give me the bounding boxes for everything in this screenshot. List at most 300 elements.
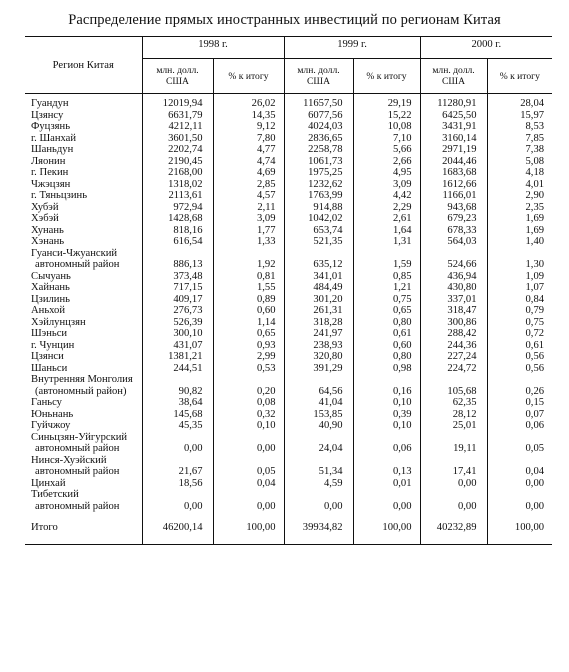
total-row [25, 512, 552, 545]
value-usd-cell: 635,12 [284, 259, 353, 271]
value-pct-cell [487, 489, 552, 501]
value-pct-cell: 0,61 [353, 328, 420, 340]
value-pct-cell: 0,00 [487, 501, 552, 513]
value-usd-cell: 17,41 [420, 466, 487, 478]
region-name: Хэйлунцзян [31, 316, 86, 328]
value-usd-cell: 0,00 [420, 478, 487, 490]
value-usd-cell [284, 455, 353, 467]
region-name: автономный район [35, 466, 120, 477]
value-pct-cell: 0,85 [353, 271, 420, 283]
value-usd-cell [142, 248, 213, 260]
value-usd-cell: 318,47 [420, 305, 487, 317]
table-row [25, 248, 552, 260]
region-name: Хубэй [31, 201, 59, 213]
value-usd-cell: 1763,99 [284, 190, 353, 202]
value-usd-cell: 526,39 [142, 317, 213, 329]
value-usd-cell [420, 489, 487, 501]
region-name: Цзилинь [31, 293, 70, 305]
region-name: Гуанси-Чжуанский [31, 247, 118, 259]
value-usd-cell: 318,28 [284, 317, 353, 329]
region-name: Гуандун [31, 98, 69, 109]
year-header-2000: 2000 г. [420, 37, 552, 59]
table-row [25, 374, 552, 386]
value-usd-cell: 1683,68 [420, 167, 487, 179]
unit-header-usd [284, 59, 353, 94]
value-usd-cell: 2113,61 [142, 190, 213, 202]
value-pct-cell: 0,06 [487, 420, 552, 432]
value-usd-cell: 1042,02 [284, 213, 353, 225]
value-pct-cell [487, 432, 552, 444]
table-row [25, 271, 552, 283]
table-row [25, 420, 552, 432]
unit-usd-line1: млн. долл. [432, 65, 475, 76]
value-pct-cell: 0,60 [353, 340, 420, 352]
value-usd-cell: 64,56 [284, 386, 353, 398]
region-name: Шаньси [31, 362, 68, 374]
value-usd-cell: 320,80 [284, 351, 353, 363]
value-pct-cell: 7,10 [353, 133, 420, 145]
value-pct-cell: 10,08 [353, 121, 420, 133]
value-pct-cell: 1,07 [487, 282, 552, 294]
total-usd-cell: 40232,89 [420, 512, 487, 545]
unit-usd-line2: США [307, 76, 331, 87]
table-row [25, 340, 552, 352]
value-pct-cell: 1,31 [353, 236, 420, 248]
value-usd-cell: 244,51 [142, 363, 213, 375]
value-usd-cell: 12019,94 [142, 94, 213, 110]
table-row [25, 225, 552, 237]
value-usd-cell: 4,59 [284, 478, 353, 490]
table-row [25, 236, 552, 248]
value-usd-cell: 3601,50 [142, 133, 213, 145]
region-name: Синьцзян-Уйгурский [31, 431, 128, 443]
region-name: Гуйчжоу [31, 420, 71, 431]
region-name: Фуцзянь [31, 121, 71, 132]
value-usd-cell: 678,33 [420, 225, 487, 237]
region-name: Чжэцзян [31, 178, 71, 190]
value-pct-cell: 0,53 [213, 363, 284, 375]
value-usd-cell: 261,31 [284, 305, 353, 317]
value-pct-cell: 1,09 [487, 271, 552, 283]
value-pct-cell: 2,99 [213, 351, 284, 363]
value-pct-cell: 0,39 [353, 409, 420, 421]
value-pct-cell: 2,85 [213, 179, 284, 191]
value-usd-cell: 337,01 [420, 294, 487, 306]
value-pct-cell: 4,01 [487, 179, 552, 191]
table-row [25, 94, 552, 110]
value-usd-cell: 2971,19 [420, 144, 487, 156]
value-pct-cell: 0,56 [487, 351, 552, 363]
value-pct-cell: 26,02 [213, 94, 284, 110]
table-row [25, 351, 552, 363]
value-pct-cell: 0,08 [213, 397, 284, 409]
value-pct-cell: 0,06 [353, 443, 420, 455]
value-usd-cell: 105,68 [420, 386, 487, 398]
value-usd-cell: 28,12 [420, 409, 487, 421]
unit-header-usd [142, 59, 213, 94]
value-pct-cell: 0,00 [213, 443, 284, 455]
value-pct-cell: 3,09 [213, 213, 284, 225]
value-pct-cell: 0,13 [353, 466, 420, 478]
value-usd-cell [420, 374, 487, 386]
value-pct-cell [487, 374, 552, 386]
value-pct-cell: 3,09 [353, 179, 420, 191]
value-pct-cell: 0,89 [213, 294, 284, 306]
value-usd-cell [420, 455, 487, 467]
value-pct-cell [213, 248, 284, 260]
value-usd-cell: 301,20 [284, 294, 353, 306]
value-pct-cell: 15,97 [487, 110, 552, 122]
table-row [25, 386, 552, 398]
region-name: г. Пекин [31, 167, 69, 178]
region-name: Хэнань [31, 236, 65, 247]
value-usd-cell: 2190,45 [142, 156, 213, 168]
value-pct-cell: 1,77 [213, 225, 284, 237]
table-row [25, 305, 552, 317]
value-pct-cell: 5,66 [353, 144, 420, 156]
region-name: Ляонин [31, 155, 66, 167]
value-pct-cell [213, 455, 284, 467]
table-row [25, 455, 552, 467]
value-usd-cell: 300,86 [420, 317, 487, 329]
year-header-1998: 1998 г. [142, 37, 284, 59]
value-usd-cell: 11280,91 [420, 94, 487, 110]
value-usd-cell: 244,36 [420, 340, 487, 352]
value-usd-cell: 18,56 [142, 478, 213, 490]
value-usd-cell: 45,35 [142, 420, 213, 432]
value-usd-cell: 886,13 [142, 259, 213, 271]
value-usd-cell: 914,88 [284, 202, 353, 214]
value-pct-cell: 1,59 [353, 259, 420, 271]
value-usd-cell: 4212,11 [142, 121, 213, 133]
value-usd-cell [142, 432, 213, 444]
value-usd-cell: 41,04 [284, 397, 353, 409]
value-usd-cell [284, 489, 353, 501]
value-pct-cell [213, 432, 284, 444]
table-row [25, 397, 552, 409]
value-usd-cell: 6631,79 [142, 110, 213, 122]
value-usd-cell: 430,80 [420, 282, 487, 294]
value-pct-cell: 1,69 [487, 225, 552, 237]
value-pct-cell: 0,20 [213, 386, 284, 398]
table-row [25, 167, 552, 179]
region-name: Цзянси [31, 351, 64, 362]
value-usd-cell: 972,94 [142, 202, 213, 214]
region-name: автономный район [35, 443, 120, 454]
value-pct-cell: 2,61 [353, 213, 420, 225]
value-pct-cell: 2,11 [213, 202, 284, 214]
region-name: Нинся-Хуэйский [31, 454, 107, 466]
value-pct-cell: 0,00 [213, 501, 284, 513]
value-usd-cell: 238,93 [284, 340, 353, 352]
value-usd-cell: 679,23 [420, 213, 487, 225]
unit-usd-line1: млн. долл. [297, 65, 340, 76]
value-pct-cell: 4,18 [487, 167, 552, 179]
value-usd-cell: 653,74 [284, 225, 353, 237]
table-row [25, 466, 552, 478]
value-usd-cell: 241,97 [284, 328, 353, 340]
total-pct-cell: 100,00 [487, 512, 552, 545]
table-row [25, 213, 552, 225]
value-pct-cell: 0,10 [353, 397, 420, 409]
region-name: Сычуань [31, 270, 71, 282]
value-usd-cell: 276,73 [142, 305, 213, 317]
value-pct-cell: 0,65 [353, 305, 420, 317]
value-pct-cell: 0,79 [487, 305, 552, 317]
value-usd-cell: 2258,78 [284, 144, 353, 156]
table-row [25, 133, 552, 145]
value-usd-cell: 288,42 [420, 328, 487, 340]
unit-header-pct: % к итогу [487, 59, 552, 94]
unit-usd-line2: США [442, 76, 466, 87]
value-pct-cell [213, 489, 284, 501]
value-usd-cell: 21,67 [142, 466, 213, 478]
value-pct-cell: 1,40 [487, 236, 552, 248]
value-usd-cell: 0,00 [284, 501, 353, 513]
region-name: Шаньдун [31, 144, 74, 155]
value-usd-cell [142, 455, 213, 467]
value-usd-cell: 391,29 [284, 363, 353, 375]
value-usd-cell [420, 432, 487, 444]
value-usd-cell: 373,48 [142, 271, 213, 283]
region-name: Шэньси [31, 328, 68, 339]
table-row [25, 190, 552, 202]
value-usd-cell: 616,54 [142, 236, 213, 248]
header-row-years [25, 37, 552, 59]
total-label: Итого [25, 512, 142, 545]
value-usd-cell: 153,85 [284, 409, 353, 421]
value-usd-cell: 521,35 [284, 236, 353, 248]
value-pct-cell: 0,00 [487, 478, 552, 490]
table-body [25, 94, 552, 545]
value-pct-cell: 0,61 [487, 340, 552, 352]
table-row [25, 317, 552, 329]
unit-usd-line2: США [165, 76, 189, 87]
region-name: Тибетский [31, 489, 79, 500]
value-pct-cell: 0,04 [213, 478, 284, 490]
region-name: г. Чунцин [31, 339, 75, 351]
value-pct-cell: 1,92 [213, 259, 284, 271]
region-name: Аньхой [31, 305, 66, 316]
table-row [25, 363, 552, 375]
value-usd-cell: 62,35 [420, 397, 487, 409]
value-pct-cell: 0,32 [213, 409, 284, 421]
value-pct-cell [213, 374, 284, 386]
value-usd-cell: 436,94 [420, 271, 487, 283]
value-pct-cell: 1,33 [213, 236, 284, 248]
value-usd-cell [284, 248, 353, 260]
value-usd-cell: 300,10 [142, 328, 213, 340]
value-pct-cell: 2,66 [353, 156, 420, 168]
value-usd-cell: 6077,56 [284, 110, 353, 122]
value-pct-cell: 0,05 [213, 466, 284, 478]
value-usd-cell: 2168,00 [142, 167, 213, 179]
table-row [25, 179, 552, 191]
region-column-header: Регион Китая [25, 37, 142, 94]
value-pct-cell: 0,80 [353, 317, 420, 329]
region-name: автономный район [35, 500, 120, 512]
region-name: Юньнань [31, 408, 74, 420]
value-pct-cell: 0,07 [487, 409, 552, 421]
value-pct-cell: 0,65 [213, 328, 284, 340]
value-pct-cell: 0,10 [213, 420, 284, 432]
value-usd-cell: 1428,68 [142, 213, 213, 225]
value-usd-cell: 943,68 [420, 202, 487, 214]
value-pct-cell: 0,84 [487, 294, 552, 306]
table-row [25, 501, 552, 513]
value-pct-cell: 0,01 [353, 478, 420, 490]
value-pct-cell: 4,77 [213, 144, 284, 156]
value-usd-cell: 11657,50 [284, 94, 353, 110]
value-pct-cell: 29,19 [353, 94, 420, 110]
value-usd-cell: 2044,46 [420, 156, 487, 168]
value-usd-cell: 1381,21 [142, 351, 213, 363]
value-usd-cell: 3160,14 [420, 133, 487, 145]
unit-usd-line1: млн. долл. [156, 65, 199, 76]
value-pct-cell [353, 489, 420, 501]
value-usd-cell [284, 374, 353, 386]
value-pct-cell: 2,90 [487, 190, 552, 202]
value-pct-cell: 4,74 [213, 156, 284, 168]
value-usd-cell [284, 432, 353, 444]
value-usd-cell: 0,00 [142, 501, 213, 513]
value-usd-cell: 341,01 [284, 271, 353, 283]
value-pct-cell: 0,04 [487, 466, 552, 478]
value-pct-cell: 28,04 [487, 94, 552, 110]
value-usd-cell: 1975,25 [284, 167, 353, 179]
value-pct-cell: 0,75 [487, 317, 552, 329]
value-pct-cell: 0,00 [353, 501, 420, 513]
value-pct-cell: 1,69 [487, 213, 552, 225]
table-title: Распределение прямых иностранных инвестиций по регионам Китая [68, 12, 501, 28]
value-usd-cell: 1166,01 [420, 190, 487, 202]
total-usd-cell: 39934,82 [284, 512, 353, 545]
unit-header-pct: % к итогу [213, 59, 284, 94]
value-pct-cell: 0,15 [487, 397, 552, 409]
value-pct-cell: 0,81 [213, 271, 284, 283]
value-usd-cell: 431,07 [142, 340, 213, 352]
value-pct-cell: 1,21 [353, 282, 420, 294]
value-pct-cell: 0,98 [353, 363, 420, 375]
value-pct-cell: 4,95 [353, 167, 420, 179]
table-row [25, 110, 552, 122]
value-pct-cell: 0,72 [487, 328, 552, 340]
value-pct-cell: 1,30 [487, 259, 552, 271]
value-pct-cell: 1,55 [213, 282, 284, 294]
value-pct-cell: 0,05 [487, 443, 552, 455]
value-pct-cell: 1,14 [213, 317, 284, 329]
value-usd-cell: 0,00 [420, 501, 487, 513]
value-usd-cell: 24,04 [284, 443, 353, 455]
value-usd-cell: 38,64 [142, 397, 213, 409]
value-usd-cell: 2836,65 [284, 133, 353, 145]
unit-header-pct: % к итогу [353, 59, 420, 94]
table-row [25, 294, 552, 306]
value-pct-cell: 14,35 [213, 110, 284, 122]
value-pct-cell: 2,35 [487, 202, 552, 214]
value-pct-cell: 7,80 [213, 133, 284, 145]
table-row [25, 489, 552, 501]
value-pct-cell: 7,38 [487, 144, 552, 156]
value-pct-cell: 4,42 [353, 190, 420, 202]
investment-table [25, 36, 552, 545]
table-row [25, 432, 552, 444]
table-row [25, 144, 552, 156]
value-pct-cell: 4,57 [213, 190, 284, 202]
total-pct-cell: 100,00 [353, 512, 420, 545]
value-usd-cell: 224,72 [420, 363, 487, 375]
value-usd-cell: 145,68 [142, 409, 213, 421]
value-usd-cell: 524,66 [420, 259, 487, 271]
value-usd-cell: 4024,03 [284, 121, 353, 133]
table-row [25, 202, 552, 214]
table-row [25, 156, 552, 168]
region-name: Цзянсу [31, 109, 64, 121]
value-usd-cell [142, 489, 213, 501]
value-usd-cell [142, 374, 213, 386]
value-pct-cell [353, 374, 420, 386]
value-usd-cell: 409,17 [142, 294, 213, 306]
region-name: Ганьсу [31, 397, 62, 408]
value-usd-cell: 484,49 [284, 282, 353, 294]
region-name: г. Шанхай [31, 132, 77, 144]
value-usd-cell: 0,00 [142, 443, 213, 455]
value-usd-cell [420, 248, 487, 260]
region-name: г. Тяньцзинь [31, 190, 88, 201]
value-usd-cell: 6425,50 [420, 110, 487, 122]
value-pct-cell: 0,26 [487, 386, 552, 398]
value-usd-cell: 717,15 [142, 282, 213, 294]
value-pct-cell: 15,22 [353, 110, 420, 122]
value-usd-cell: 1318,02 [142, 179, 213, 191]
table-row [25, 409, 552, 421]
value-pct-cell: 7,85 [487, 133, 552, 145]
value-pct-cell [353, 248, 420, 260]
region-name: Хайнань [31, 282, 70, 293]
value-pct-cell: 5,08 [487, 156, 552, 168]
value-usd-cell: 19,11 [420, 443, 487, 455]
value-usd-cell: 25,01 [420, 420, 487, 432]
table-row [25, 259, 552, 271]
value-pct-cell: 0,80 [353, 351, 420, 363]
unit-header-usd [420, 59, 487, 94]
value-pct-cell [487, 248, 552, 260]
value-pct-cell: 4,69 [213, 167, 284, 179]
year-header-1999: 1999 г. [284, 37, 420, 59]
value-pct-cell: 0,75 [353, 294, 420, 306]
value-usd-cell: 1061,73 [284, 156, 353, 168]
value-pct-cell: 2,29 [353, 202, 420, 214]
value-pct-cell: 0,56 [487, 363, 552, 375]
total-pct-cell: 100,00 [213, 512, 284, 545]
value-pct-cell: 0,10 [353, 420, 420, 432]
table-row [25, 443, 552, 455]
region-name: Внутренняя Монголия [31, 374, 133, 385]
table-row [25, 282, 552, 294]
value-pct-cell: 0,60 [213, 305, 284, 317]
value-usd-cell: 1612,66 [420, 179, 487, 191]
region-name: (автономный район) [35, 385, 127, 397]
value-usd-cell: 40,90 [284, 420, 353, 432]
value-pct-cell [353, 432, 420, 444]
value-pct-cell: 0,93 [213, 340, 284, 352]
value-usd-cell: 818,16 [142, 225, 213, 237]
value-usd-cell: 564,03 [420, 236, 487, 248]
value-pct-cell: 0,16 [353, 386, 420, 398]
total-usd-cell: 46200,14 [142, 512, 213, 545]
value-pct-cell: 9,12 [213, 121, 284, 133]
value-usd-cell: 1232,62 [284, 179, 353, 191]
